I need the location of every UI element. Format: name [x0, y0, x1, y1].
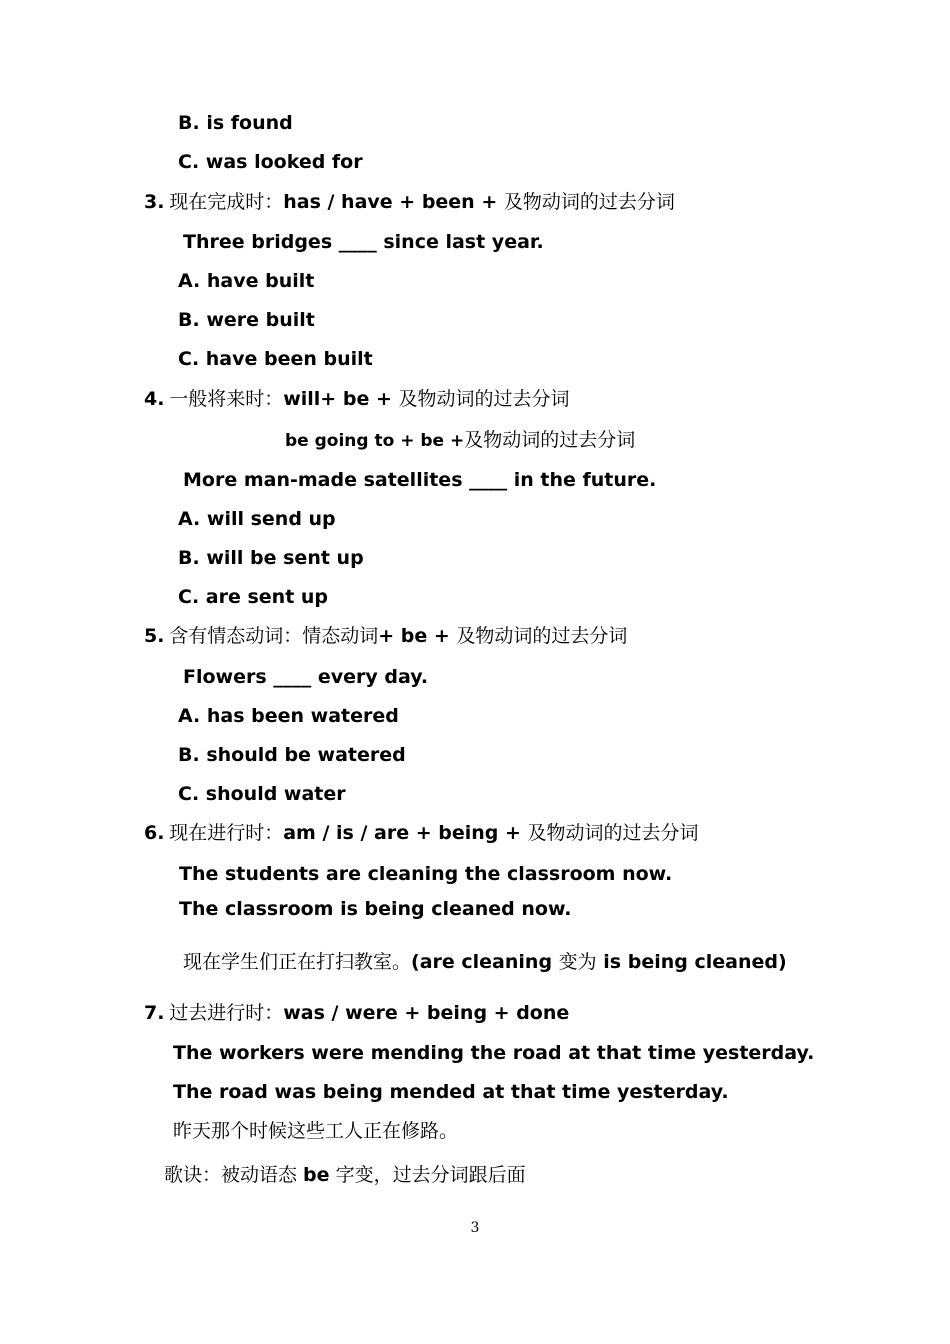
item-label: 一般将来时： — [169, 388, 284, 410]
item-suffix: 及物动词的过去分词 — [527, 822, 699, 844]
item-formula: will+ be + — [283, 388, 399, 410]
note-7: 昨天那个时候这些工人正在修路。 — [173, 1120, 459, 1142]
item-4-heading — [144, 387, 570, 412]
note-6 — [183, 950, 787, 975]
note-middle: 变为 — [558, 951, 597, 973]
item-suffix: 及物动词的过去分词 — [503, 191, 675, 213]
option-3a: A. have built — [178, 270, 315, 292]
option-2b: B. is found — [178, 112, 293, 134]
item-6-heading — [144, 821, 699, 846]
option-4a: A. will send up — [178, 508, 336, 530]
item-suffix: 及物动词的过去分词 — [398, 388, 570, 410]
option-3c: C. have been built — [178, 348, 373, 370]
option-2c: C. was looked for — [178, 151, 363, 173]
page-number: 3 — [470, 1220, 480, 1236]
item-number: 4. — [144, 388, 165, 410]
item-label: 含有情态动词：情态动词 — [169, 625, 379, 647]
item-label: 现在完成时： — [169, 191, 284, 213]
question-3: Three bridges ____ since last year. — [183, 231, 544, 253]
option-4b: B. will be sent up — [178, 547, 364, 569]
item-number: 7. — [144, 1002, 165, 1024]
item-formula: be going to + be + — [285, 431, 465, 451]
question-5: Flowers ____ every day. — [183, 666, 429, 688]
item-label: 过去进行时： — [169, 1002, 284, 1024]
item-suffix: 及物动词的过去分词 — [456, 625, 628, 647]
item-label: 现在进行时： — [169, 822, 284, 844]
item-number: 5. — [144, 625, 165, 647]
item-number: 6. — [144, 822, 165, 844]
option-5b: B. should be watered — [178, 744, 406, 766]
item-5-heading — [144, 624, 627, 649]
rhyme-bold: be — [303, 1164, 330, 1186]
item-7-heading — [144, 1001, 569, 1026]
rhyme-prefix: 歌诀：被动语态 — [164, 1164, 304, 1186]
rhyme-suffix: 字变，过去分词跟后面 — [329, 1164, 526, 1186]
option-5c: C. should water — [178, 783, 346, 805]
item-suffix: 及物动词的过去分词 — [464, 429, 636, 451]
item-3-heading — [144, 190, 675, 215]
note-part-2: is being cleaned) — [596, 951, 787, 973]
item-formula: has / have + been + — [283, 191, 504, 213]
rhyme — [164, 1163, 526, 1188]
example-7-passive: The road was being mended at that time yesterday. — [173, 1081, 729, 1103]
example-6-passive: The classroom is being cleaned now. — [179, 898, 572, 920]
question-4: More man-made satellites ____ in the future. — [183, 469, 657, 491]
option-5a: A. has been watered — [178, 705, 399, 727]
item-formula: + be + — [378, 625, 457, 647]
item-4-alt-formula — [285, 428, 635, 453]
item-formula: am / is / are + being + — [283, 822, 528, 844]
note-part-1: (are cleaning — [411, 951, 559, 973]
example-7-active: The workers were mending the road at that time yesterday. — [173, 1042, 815, 1064]
option-4c: C. are sent up — [178, 586, 329, 608]
item-number: 3. — [144, 191, 165, 213]
option-3b: B. were built — [178, 309, 315, 331]
item-formula: was / were + being + done — [283, 1002, 570, 1024]
example-6-active: The students are cleaning the classroom now. — [179, 863, 673, 885]
note-chinese: 现在学生们正在打扫教室。 — [183, 951, 412, 973]
